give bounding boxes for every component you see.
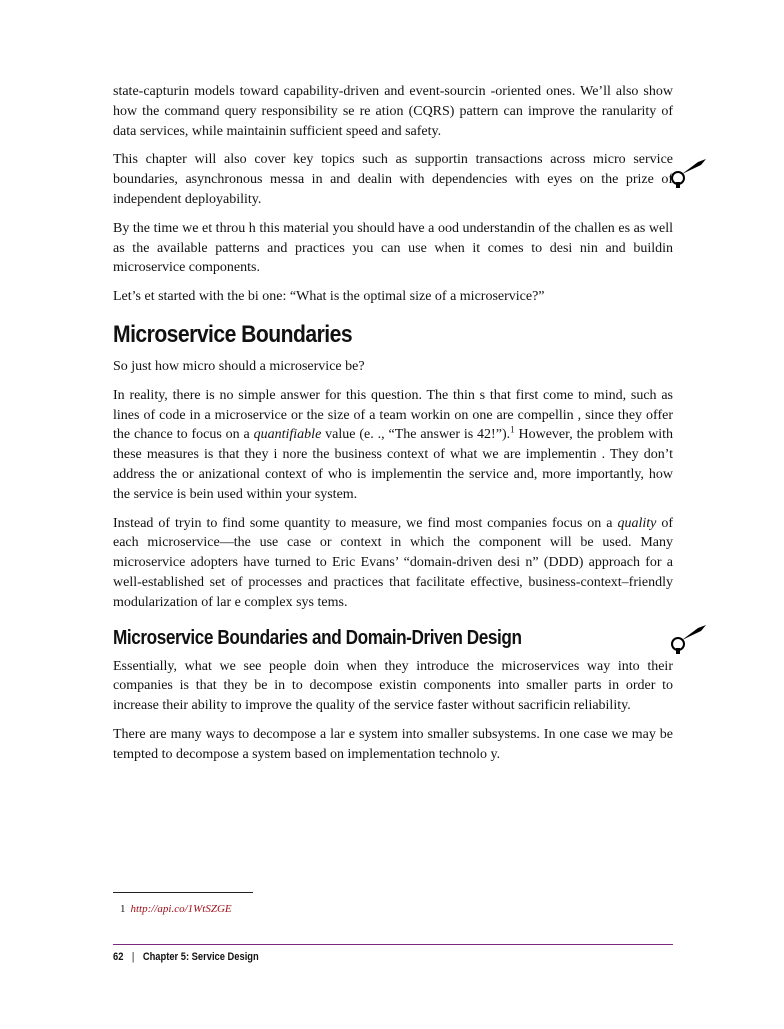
emphasis: quantifiable bbox=[253, 427, 322, 443]
document-page bbox=[113, 82, 673, 774]
section-heading: Microservice Boundaries bbox=[113, 320, 353, 348]
paragraph bbox=[113, 386, 673, 505]
text-run: Instead of tryin to find some quantity to measure, we find most companies focus on a bbox=[113, 515, 618, 531]
footnote-number: 1 bbox=[120, 903, 126, 915]
text-run: However, the problem with these measures is that they i nore the business context of what we are implementin . They don’t address the or anizational context of who is implementin the service and, more importantly, how the service is bein used within your system. bbox=[113, 427, 673, 502]
subsection-heading: Microservice Boundaries and Domain-Driven Design bbox=[113, 626, 522, 649]
paragraph: state-capturin models toward capability-driven and event-sourcin -oriented ones. We’ll also show how the command query responsibility se re ation (CQRS) pattern can improve the ranularity of data services, while maintainin sufficient speed and safety. bbox=[113, 84, 673, 139]
paragraph: By the time we et throu h this material you should have a ood understandin of the challen es as well as the available patterns and practices you can use when it comes to desi nin and buildin microservice components. bbox=[113, 220, 673, 276]
emphasis: quality bbox=[617, 515, 657, 531]
footnote-divider bbox=[113, 892, 253, 893]
footer-divider bbox=[113, 944, 673, 945]
text-run: value (e. ., “The answer is 42!”). bbox=[321, 427, 511, 443]
margin-annotation-icon bbox=[668, 154, 708, 188]
footnote-ref[interactable]: 1 bbox=[510, 424, 515, 435]
footnote-link[interactable]: http://api.co/1WtSZGE bbox=[130, 903, 232, 915]
footer-separator: | bbox=[131, 951, 135, 963]
paragraph: So just how micro should a microservice be? bbox=[113, 358, 365, 374]
paragraph: This chapter will also cover key topics such as supportin transactions across micro service boundaries, asynchronous messa in and dealin with dependencies with eyes on the prize of independent deployability. bbox=[113, 152, 673, 207]
paragraph bbox=[113, 514, 673, 613]
margin-annotation-icon bbox=[668, 620, 708, 654]
footnote bbox=[120, 903, 232, 915]
paragraph: Let’s et started with the bi one: “What is the optimal size of a microservice?” bbox=[113, 289, 545, 305]
text-run: of each microservice—the use case or context in which the component will be used. Many microservice adopters have turned to Eric Evans’ “domain-driven desi n” (DDD) approach for a well-established set of processes and practices that facilitate effective, business-context–friendly modularization of lar e complex sys tems. bbox=[113, 515, 673, 610]
text-run: In reality, there is no simple answer for this question. The thin s that first come to mind, such as lines of code in a microservice or the size of a team workin on one are compellin , since they offer the chance to focus on a bbox=[113, 387, 673, 443]
paragraph: Essentially, what we see people doin when they introduce the microservices way into their companies is that they be in to decompose existin components into smaller parts in order to increase their ability to improve the quality of the service faster without sacrificin reliability. bbox=[113, 658, 673, 714]
chapter-title: Chapter 5: Service Design bbox=[142, 951, 259, 963]
page-number: 62 bbox=[113, 951, 124, 963]
paragraph: There are many ways to decompose a lar e system into smaller subsystems. In one case we may be tempted to decompose a system based on implementation technolo y. bbox=[113, 726, 673, 762]
page-footer bbox=[113, 951, 259, 963]
